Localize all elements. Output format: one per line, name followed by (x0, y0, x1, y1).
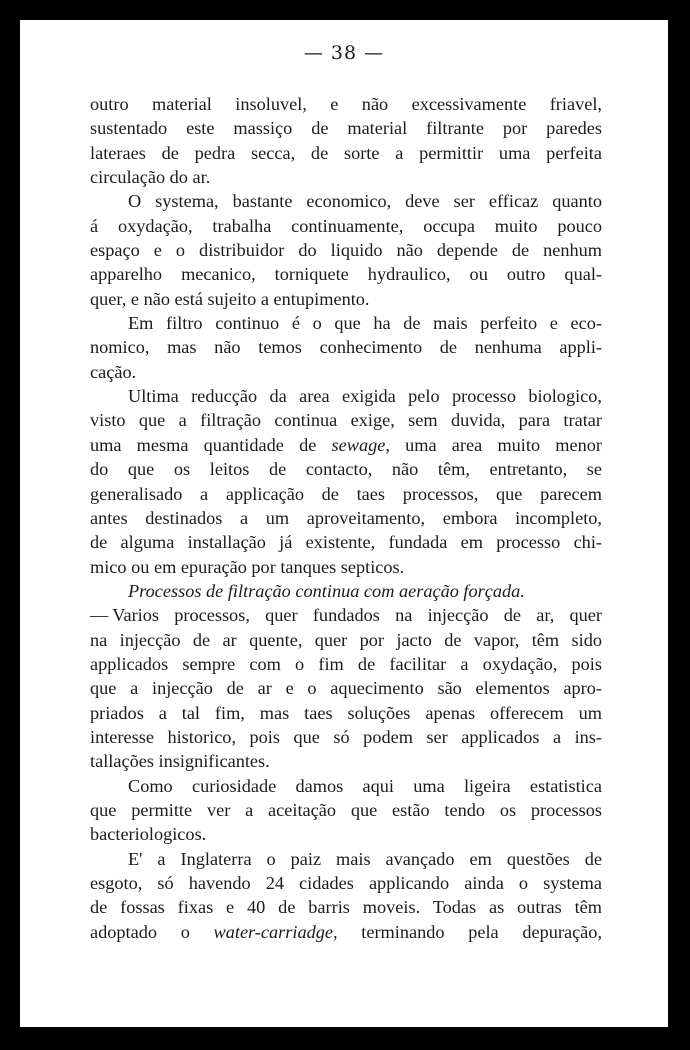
text-line: lateraes de pedra secca, de sorte a permittir uma perfeita (90, 142, 602, 163)
text-line: O systema, bastante economico, deve ser efficaz quanto (128, 191, 602, 212)
page-number: — 38 — (303, 42, 385, 64)
text-line (90, 603, 602, 627)
text-line: cação. (90, 361, 137, 382)
text-line: antes destinados a um aproveitamento, embora incompleto, (90, 507, 602, 528)
text-line: que a injecção de ar e o aquecimento são elementos apro- (90, 678, 602, 699)
text-line: mico ou em epuração por tanques septicos. (90, 556, 405, 577)
paragraph-2 (90, 189, 602, 311)
section-heading (90, 579, 602, 603)
paragraph-3 (90, 311, 602, 384)
text-line-with-italic (90, 920, 602, 944)
paragraph-1 (90, 92, 602, 189)
text-line: á oxydação, trabalha continuamente, occupa muito pouco (90, 215, 602, 236)
text-line: quer, e não está sujeito a entupimento. (90, 288, 370, 309)
text-line: Em filtro continuo é o que ha de mais perfeito e eco- (128, 313, 602, 334)
text-line: de fossas fixas e 40 de barris moveis. Todas as outras têm (90, 897, 602, 918)
text-segment: Varios processos, quer fundados na injecção de ar, quer (112, 605, 602, 626)
text-segment: terminando pela depuração, (337, 921, 603, 942)
italic-term: water-carriadge, (213, 921, 338, 942)
text-line: apparelho mecanico, torniquete hydraulico, ou outro qual- (90, 264, 602, 285)
text-line: bacteriologicos. (90, 824, 207, 845)
text-line-with-italic (90, 433, 602, 457)
text-line: circulação do ar. (90, 167, 211, 188)
section-heading-italic: Processos de filtração continua com aeração forçada. (128, 580, 525, 601)
text-line: Ultima reducção da area exigida pelo processo biologico, (128, 386, 602, 407)
text-line: Como curiosidade damos aqui uma ligeira estatistica (128, 775, 602, 796)
text-line: visto que a filtração continua exige, sem duvida, para tratar (90, 410, 602, 431)
text-line: esgoto, só havendo 24 cidades applicando ainda o systema (90, 873, 602, 893)
text-line: tallações insignificantes. (90, 751, 270, 772)
text-segment: , uma area muito menor (385, 434, 603, 455)
paragraph-7 (90, 847, 602, 944)
paragraph-5 (90, 579, 602, 774)
text-line: priados a tal fim, mas taes soluções apenas offerecem um (90, 702, 602, 723)
text-line: que permitte ver a aceitação que estão tendo os processos (90, 799, 602, 820)
text-line: interesse historico, pois que só podem ser applicados a ins- (90, 726, 602, 747)
text-line: na injecção de ar quente, quer por jacto de vapor, têm sido (90, 629, 602, 650)
page-body (90, 92, 602, 944)
text-segment: adoptado o (90, 921, 214, 942)
text-line: do que os leitos de contacto, não têm, entretanto, se (90, 459, 602, 480)
paragraph-6 (90, 774, 602, 847)
paragraph-4 (90, 384, 602, 579)
text-line: nomico, mas não temos conhecimento de nenhuma appli- (90, 337, 602, 358)
italic-term: sewage (331, 434, 386, 455)
text-line: sustentado este massiço de material filtrante por paredes (90, 118, 602, 139)
text-line: outro material insoluvel, e não excessivamente friavel, (90, 94, 602, 114)
text-line: de alguma installação já existente, fundada em processo chi- (90, 532, 602, 553)
em-dash: — (90, 605, 109, 626)
book-page (20, 20, 668, 1027)
text-line: generalisado a applicação de taes processos, que parecem (90, 483, 602, 504)
text-line: applicados sempre com o fim de facilitar a oxydação, pois (90, 653, 602, 674)
text-segment: uma mesma quantidade de (90, 434, 332, 455)
text-line: E' a Inglaterra o paiz mais avançado em questões de (128, 848, 602, 869)
text-line: espaço e o distribuidor do liquido não depende de nenhum (90, 240, 602, 261)
